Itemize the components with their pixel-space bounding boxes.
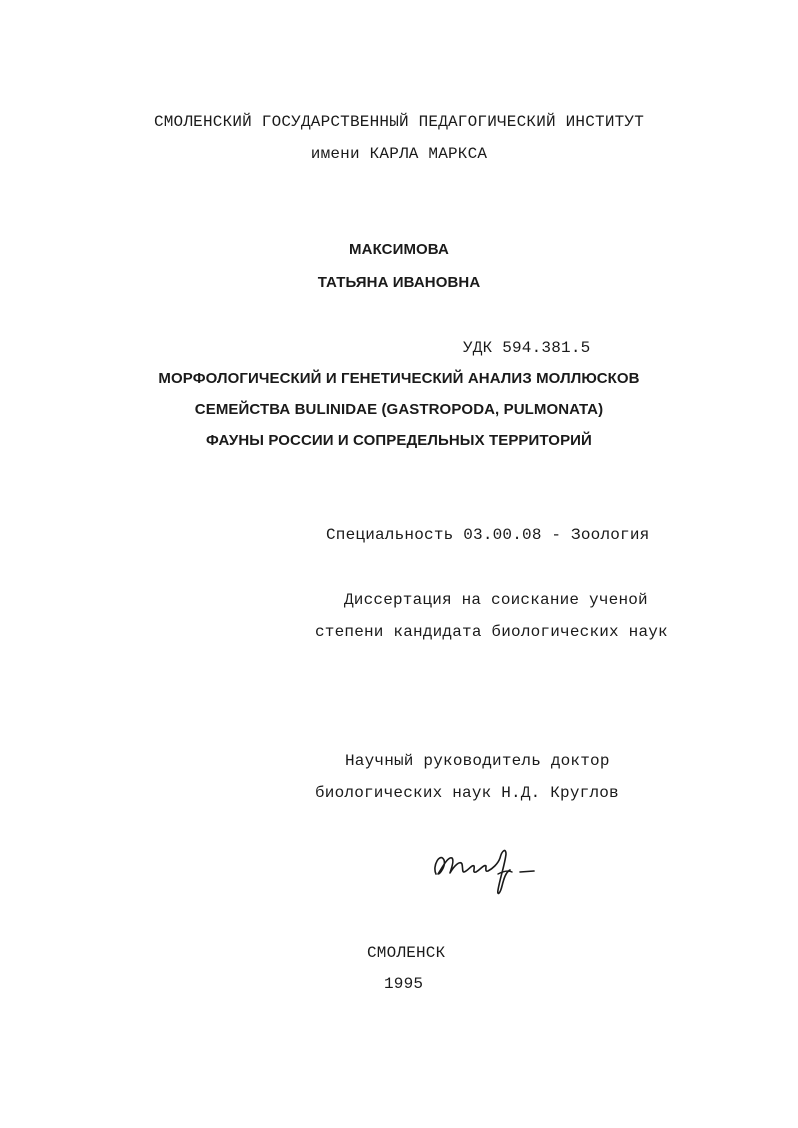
supervisor-line-2: биологических наук Н.Д. Круглов [315,784,619,802]
supervisor-line-1: Научный руководитель доктор [345,752,610,770]
author-given-names: ТАТЬЯНА ИВАНОВНА [317,274,481,291]
year: 1995 [384,975,424,993]
degree-line-2: степени кандидата биологических наук [315,623,668,641]
title-line-3: ФАУНЫ РОССИИ И СОПРЕДЕЛЬНЫХ ТЕРРИТОРИЙ [206,432,592,449]
udc-code: УДК 594.381.5 [463,339,591,357]
specialty: Специальность 03.00.08 - Зоология [326,526,650,544]
institution-name: СМОЛЕНСКИЙ ГОСУДАРСТВЕННЫЙ ПЕДАГОГИЧЕСКИЙ ИНСТИТУТ [153,113,645,131]
degree-line-1: Диссертация на соискание ученой [344,591,648,609]
title-line-1: МОРФОЛОГИЧЕСКИЙ И ГЕНЕТИЧЕСКИЙ АНАЛИЗ МОЛЛЮСКОВ [158,370,640,387]
handwritten-signature [428,838,548,908]
city: СМОЛЕНСК [367,944,446,962]
institution-named-after: имени КАРЛА МАРКСА [310,145,488,163]
author-surname: МАКСИМОВА [349,241,449,258]
title-line-2: СЕМЕЙСТВА BULINIDAE (GASTROPODA, PULMONATA) [194,401,604,418]
